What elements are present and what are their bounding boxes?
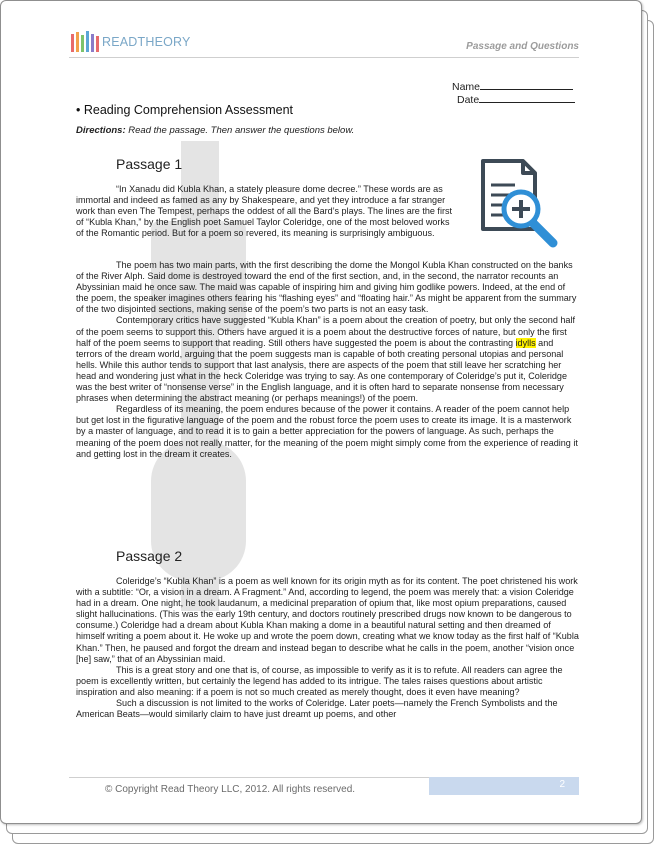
copyright-notice: © Copyright Read Theory LLC, 2012. All rights reserved. xyxy=(105,784,356,795)
page-number-tab xyxy=(429,777,579,795)
page-number: 2 xyxy=(559,779,565,790)
passage-2-heading: Passage 2 xyxy=(116,548,183,564)
passage-2-body xyxy=(76,576,579,720)
directions-label: Directions: xyxy=(76,125,126,136)
assessment-title: • Reading Comprehension Assessment xyxy=(76,103,293,117)
date-field[interactable] xyxy=(457,91,575,106)
passage-1-body xyxy=(76,260,579,460)
highlighted-word: idylls xyxy=(515,337,536,348)
directions xyxy=(76,125,354,136)
document-search-icon xyxy=(475,157,561,249)
passage-1-heading: Passage 1 xyxy=(116,156,183,172)
header-divider xyxy=(69,57,579,58)
header-section-title: Passage and Questions xyxy=(466,41,579,52)
passage-2-paragraph-2: This is a great story and one that is, of course, as impossible to verify as it is to refute. All readers can agree the poem is excellently written, but certainly the legend has added to its intrigue. The tales raises questions about artistic inspiration and also meaning: if a poem is not so much created as merely thought, does it even have meaning? xyxy=(76,664,563,697)
passage-1-paragraph-1: “In Xanadu did Kubla Khan, a stately pleasure dome decree.” These words are as immortal and indeed as famed as any by Shakespeare, and yet they introduce a far stranger work than even The Tempest, perhaps the oddest of all the Bard’s plays. The lines are the first of “Kubla Khan,” by the English poet Samuel Taylor Coleridge, one of the most beloved works of the Romantic period. But for a poem so revered, its meaning is surprisingly ambiguous. xyxy=(76,184,452,239)
logo-text: READTHEORY xyxy=(102,34,191,49)
passage-1-paragraph-3: Contemporary critics have suggested “Kubla Khan” is a poem about the creation of poetry, but only the second half of the poem seems to support this. Others have argued it is a poem about the destructive forces of nature, but only the first half of the poem seems to support that reading. Still others have suggested the poem is about the contrasting idylls and terrors of the dream world, arguing that the poem suggests man is capable of both creating personal utopias and personal hells. While this author tends to support that last analysis, there are aspects of the poem that still leave her scratching her head and wondering just what in the heck Coleridge was trying to say. As one contemporary of Coleridge’s put it, Coleridge was the best writer of “nonsense verse” in the English language, and it is often hard to separate nonsense from necessary phrases when determining the abstract meaning (or perhaps meanings!) of the poem. xyxy=(76,315,575,404)
passage-2-paragraph-3: Such a discussion is not limited to the works of Coleridge. Later poets—namely the French Symbolists and the American Beats—would similarly claim to have just dreamt up poems, and other xyxy=(76,698,558,720)
books-icon xyxy=(71,31,99,52)
passage-1-paragraph-4: Regardless of its meaning, the poem endures because of the power it contains. A reader of the poem cannot help but get lost in the figurative language of the poem and the robust force the poem uses to create its image. It is a masterwork by a master of language, and to read it is to gain a better appreciation for the powers of language. As such, perhaps the meaning of the poem does not really matter, for the meaning of the poem might simply come from the experience of reading it and getting lost in the dream it creates. xyxy=(76,404,578,459)
name-label: Name xyxy=(452,81,481,93)
directions-text: Read the passage. Then answer the questions below. xyxy=(125,125,355,136)
date-label: Date xyxy=(457,94,480,106)
readtheory-logo xyxy=(71,31,191,52)
passage-1-paragraph-2: The poem has two main parts, with the first describing the dome the Mongol Kubla Khan constructed on the banks of the River Alph. Said dome is destroyed toward the end of the first section, and, in the second, the narrator recounts an Abyssinian maid he once saw. The maid was capable of inspiring him and giving him godlike powers. Indeed, at the end of the poem, the speaker imagines others fearing his “flashing eyes” and “floating hair.” As might be apparent from the summary of the two disjointed sections, making sense of the poem’s two parts is not an easy task. xyxy=(76,260,577,315)
passage-2-paragraph-1: Coleridge’s “Kubla Khan” is a poem as well known for its origin myth as for its content. The poet christened his work with a subtitle: “Or, a vision in a dream. A Fragment.” And, according to legend, the poem was merely that: a vision Coleridge had in a dream. One night, he took laudanum, a medicinal preparation of opium that, like most opium preparations, caused slight hallucinations. (This was the early 19th century, and doctors routinely prescribed drugs now known to be dangerous to consume.) Coleridge had a dream about Kubla Khan making a dome in a beautiful natural setting and then dreamed of himself writing a poem about it. He woke up and wrote the poem down, creating what we know today as the first half of “Kubla Khan.” Then, he paused and forgot the dream and instead began to describe what he calls in the poem, another “vision once [he] saw,” that of an Abyssinian maid. xyxy=(76,576,579,664)
